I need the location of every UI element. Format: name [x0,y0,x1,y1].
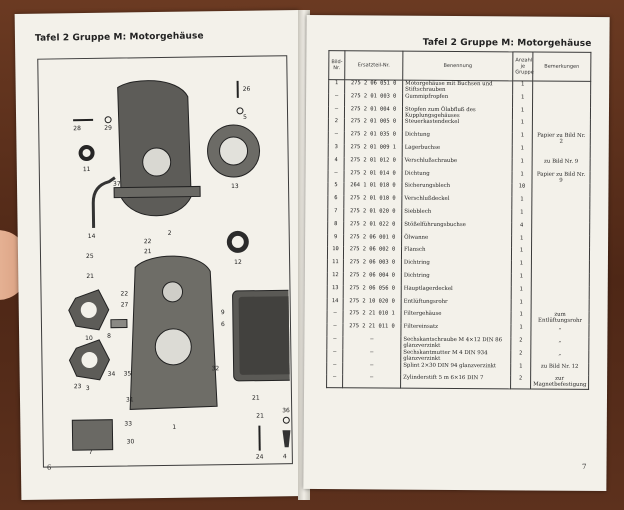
row-part-number: 275 2 06 001 0 [344,234,402,247]
callout-30: 30 [126,438,135,446]
row-image-no: — [328,106,344,119]
row-remarks [531,273,589,286]
callout-8: 8 [107,332,112,340]
row-image-no: 8 [328,221,344,234]
row-part-number: 275 2 01 012 0 [344,157,402,170]
row-remarks: „ [531,337,589,350]
row-remarks: Papier zu Bild Nr. 9 [532,171,590,184]
row-remarks: zur Magnetbefestigung [531,376,589,390]
row-remarks: „ [531,350,589,363]
callout-21b: 21 [86,272,94,281]
row-image-no: 4 [328,157,344,170]
row-part-number: 275 2 01 005 0 [344,119,402,132]
callout-21c: 21 [256,412,264,420]
row-quantity: 1 [512,145,532,158]
row-remarks [532,120,590,133]
row-remarks [532,222,590,235]
callout-29: 29 [104,124,112,132]
exploded-parts-drawing [37,55,291,465]
row-description: Sicherungsblech [402,183,512,197]
row-description: Sechskantschraube M 4×12 DIN 86 glanzverzinkt [401,337,511,351]
row-remarks [532,107,590,120]
row-image-no: 11 [327,259,343,272]
callout-33: 33 [124,420,133,428]
row-part-number: — [343,349,401,362]
row-quantity: 2 [511,376,531,389]
row-description: Lagerbuchse [402,145,512,159]
callout-26: 26 [242,85,251,93]
row-quantity: 1 [511,248,531,261]
row-quantity: 1 [513,94,533,107]
callout-11: 11 [82,165,91,174]
row-quantity: 1 [512,235,532,248]
row-image-no: 14 [327,298,343,311]
table-row [327,374,589,389]
row-part-number: 275 2 06 002 0 [343,247,401,260]
table-header-row [329,51,591,82]
callout-7: 7 [88,448,93,457]
row-remarks [532,197,590,210]
row-image-no: 5 [328,182,344,195]
callout-23: 23 [73,383,82,391]
row-quantity: 1 [512,107,532,120]
row-part-number: — [343,375,401,389]
row-quantity: 1 [511,363,531,376]
row-remarks: zum Entlüftungsrohr [531,312,589,325]
left-page [15,10,306,500]
row-quantity: 1 [511,312,531,325]
header-part-number: Ersatzteil-Nr. [345,51,403,80]
right-page-title: Tafel 2 Gruppe M: Motorgehäuse [422,37,592,49]
row-part-number: 275 2 01 035 0 [344,131,402,144]
row-image-no: — [327,336,343,349]
row-part-number: 275 2 01 022 0 [344,221,402,234]
row-remarks: zu Bild Nr. 12 [531,363,589,376]
row-image-no: 10 [327,246,343,259]
washer-36-drawing [283,417,289,423]
row-part-number: 275 2 01 014 0 [344,170,402,183]
row-quantity: 1 [513,81,533,94]
row-quantity: 1 [511,273,531,286]
header-description: Benennung [403,51,513,81]
row-part-number: 275 2 01 020 0 [344,208,402,221]
callout-25: 25 [85,252,94,261]
row-remarks [532,146,590,159]
callout-14: 14 [87,232,96,241]
callout-27: 27 [120,301,129,309]
callout-13: 13 [231,182,239,191]
callout-6: 6 [220,321,225,329]
row-part-number: 275 2 06 051 0 [345,80,403,94]
row-quantity: 2 [511,337,531,350]
washer-29-drawing [105,117,111,123]
row-description: Dichtung [402,132,512,146]
row-description: Dichtung [402,170,512,184]
row-image-no: 7 [328,208,344,221]
row-description: Gummipfropfen [403,93,513,107]
row-description: Filtereinsatz [401,324,511,338]
header-quantity: Anzahl je Gruppe [513,52,533,81]
callout-3: 3 [85,384,90,393]
callout-22: 22 [143,238,152,246]
callout-2: 2 [167,229,172,237]
row-description: Verschlußdeckel [402,196,512,210]
row-description: Ölwanne [402,234,512,248]
row-part-number: 275 2 01 004 0 [344,106,402,119]
parts-table-body [327,80,591,390]
row-image-no: — [329,93,345,106]
row-remarks [531,286,589,299]
row-image-no: — [327,374,343,387]
row-description: Stößelführungsbuchse [402,221,512,235]
row-part-number: 275 2 01 009 1 [344,144,402,157]
callout-10: 10 [85,334,93,343]
row-image-no: — [327,362,343,375]
row-image-no: — [328,170,344,183]
parts-list-table [326,50,591,390]
row-image-no: 13 [327,285,343,298]
row-description: Dichtring [401,273,511,287]
row-remarks [531,248,589,261]
callout-34: 34 [107,370,116,378]
row-quantity: 1 [512,171,532,184]
row-remarks: „ [531,325,589,338]
callout-31: 31 [125,396,134,404]
row-description: Hauptlagerdeckel [401,285,511,299]
row-image-no: 2 [328,118,344,131]
row-quantity: 1 [512,120,532,133]
right-page [303,15,609,491]
callout-36: 36 [282,407,290,415]
row-description: Stopfen zum Ölabfluß des Kupplungsgehäuses [402,106,512,120]
row-remarks [533,81,591,95]
row-description: Motorgehäuse mit Buchsen und Stiftschrauben [403,80,513,94]
callout-9: 9 [220,309,225,317]
row-quantity: 1 [511,299,531,312]
callout-21d: 21 [251,394,260,402]
row-image-no: 12 [327,272,343,285]
row-description: Filtergehäuse [401,311,511,325]
row-image-no: 3 [328,144,344,157]
row-quantity: 1 [511,261,531,274]
row-part-number: 275 2 10 020 0 [343,298,401,311]
row-part-number: 275 2 01 018 0 [344,195,402,208]
row-quantity: 10 [512,184,532,197]
row-quantity: 4 [512,222,532,235]
callout-24: 24 [255,453,264,461]
row-part-number: 275 2 21 010 1 [343,311,401,324]
row-description: Siebblech [402,209,512,223]
row-quantity: 1 [512,133,532,146]
row-quantity: 1 [512,209,532,222]
row-image-no: 9 [328,234,344,247]
row-quantity: 2 [511,350,531,363]
row-image-no: — [327,323,343,336]
callout-35: 35 [123,370,132,378]
row-remarks: zu Bild Nr. 9 [532,158,590,171]
callout-28: 28 [73,125,81,133]
header-remarks: Bemerkungen [533,52,591,81]
row-description: Dichtring [401,260,511,274]
row-image-no: — [327,310,343,323]
row-quantity: 1 [511,286,531,299]
row-part-number: — [343,362,401,375]
row-quantity: 1 [512,158,532,171]
header-image-no: Bild-Nr. [329,51,345,80]
tappet-guide-bushing-drawing [111,319,127,327]
callout-4: 4 [282,453,287,461]
callout-1: 1 [172,423,177,431]
row-image-no: 1 [329,80,345,93]
row-remarks [532,235,590,248]
row-description: Sechskantmutter M 4 DIN 934 glanzverzinkt [401,349,511,363]
row-remarks [532,184,590,197]
plug-4-drawing [282,430,290,447]
row-remarks [532,209,590,222]
row-part-number: 275 2 06 003 0 [343,259,401,272]
row-part-number: — [343,336,401,349]
row-quantity: 1 [511,325,531,338]
row-part-number: 275 2 06 004 0 [343,272,401,285]
row-remarks: Papier zu Bild Nr. 2 [532,133,590,146]
right-page-number: 7 [582,462,587,471]
row-description: Zylinderstift 5 m 6×16 DIN 7 [401,375,511,389]
left-page-title: Tafel 2 Gruppe M: Motorgehäuse [34,31,204,44]
row-remarks [533,94,591,107]
row-description: Verschlußschraube [402,157,512,171]
row-remarks [531,261,589,274]
callout-37: 37 [112,180,121,188]
row-description: Steuerkastendeckel [402,119,512,133]
row-quantity: 1 [512,197,532,210]
row-description: Flansch [401,247,511,261]
row-description: Splint 2×30 DIN 94 glanzverzinkt [401,362,511,376]
row-part-number: 275 2 06 056 0 [343,285,401,298]
row-remarks [531,299,589,312]
callout-22b: 22 [120,290,129,298]
callout-12: 12 [234,258,242,266]
row-image-no: — [328,131,344,144]
row-part-number: 275 2 01 003 0 [345,93,403,106]
row-part-number: 264 1 01 018 0 [344,183,402,196]
row-image-no: — [327,349,343,362]
callout-5: 5 [243,113,247,121]
row-description: Entlüftungsrohr [401,298,511,312]
callout-21: 21 [143,248,152,256]
sieve-plate-drawing [72,420,112,451]
row-image-no: 6 [328,195,344,208]
timing-cover-flange [114,186,200,197]
left-page-number: 6 [46,463,52,472]
row-part-number: 275 2 21 011 0 [343,323,401,336]
callout-32: 32 [211,365,220,373]
